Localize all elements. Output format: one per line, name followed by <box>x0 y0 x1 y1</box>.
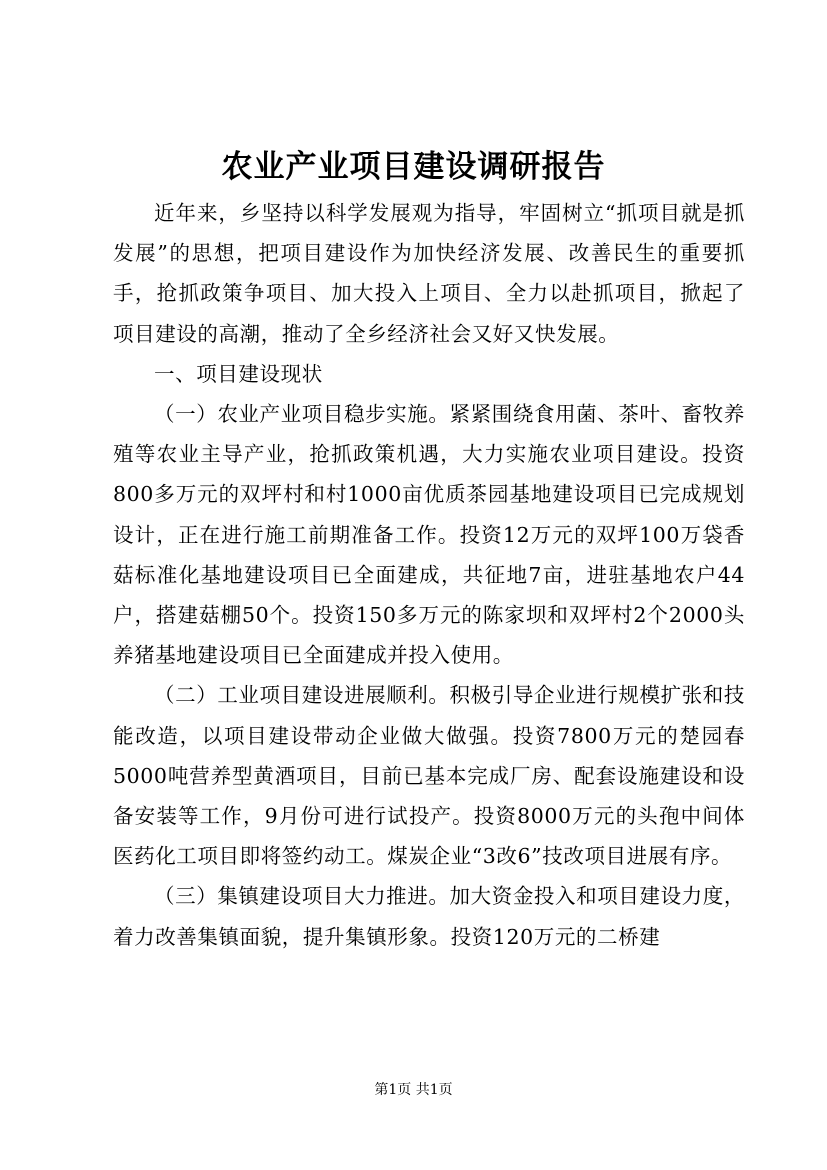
industry-paragraph: （二）工业项目建设进展顺利。积极引导企业进行规模扩张和技能改造，以项目建设带动企业做大做强。投资7800万元的楚园春5000吨营养型黄酒项目，目前已基本完成厂房、配套设施建设和设备安装等工作，9月份可进行试投产。投资8000万元的头孢中间体医药化工项目即将签约动工。煤炭企业“3改6”技改项目进展有序。 <box>113 683 745 869</box>
document-title: 农业产业项目建设调研报告 <box>221 149 606 185</box>
section-heading: 一、项目建设现状 <box>154 361 323 386</box>
agriculture-paragraph: （一）农业产业项目稳步实施。紧紧围绕食用菌、茶叶、畜牧养殖等农业主导产业，抢抓政策机遇，大力实施农业项目建设。投资800多万元的双坪村和村1000亩优质茶园基地建设项目已完成规划设计，正在进行施工前期准备工作。投资12万元的双坪100万袋香菇标准化基地建设项目已全面建成，共征地7亩，进驻基地农户44户，搭建菇棚50个。投资150多万元的陈家坝和双坪村2个2000头养猪基地建设项目已全面建成并投入使用。 <box>113 402 745 668</box>
document-body <box>113 193 745 957</box>
page-footer: 第1页 共1页 <box>374 1082 453 1098</box>
town-construction-paragraph: （三）集镇建设项目大力推进。加大资金投入和项目建设力度，着力改善集镇面貌，提升集镇形象。投资120万元的二桥建 <box>113 884 745 949</box>
intro-paragraph: 近年来，乡坚持以科学发展观为指导，牢固树立“抓项目就是抓发展”的思想，把项目建设作为加快经济发展、改善民生的重要抓手，抢抓政策争项目、加大投入上项目、全力以赴抓项目，掀起了项目建设的高潮，推动了全乡经济社会又好又快发展。 <box>113 201 745 346</box>
